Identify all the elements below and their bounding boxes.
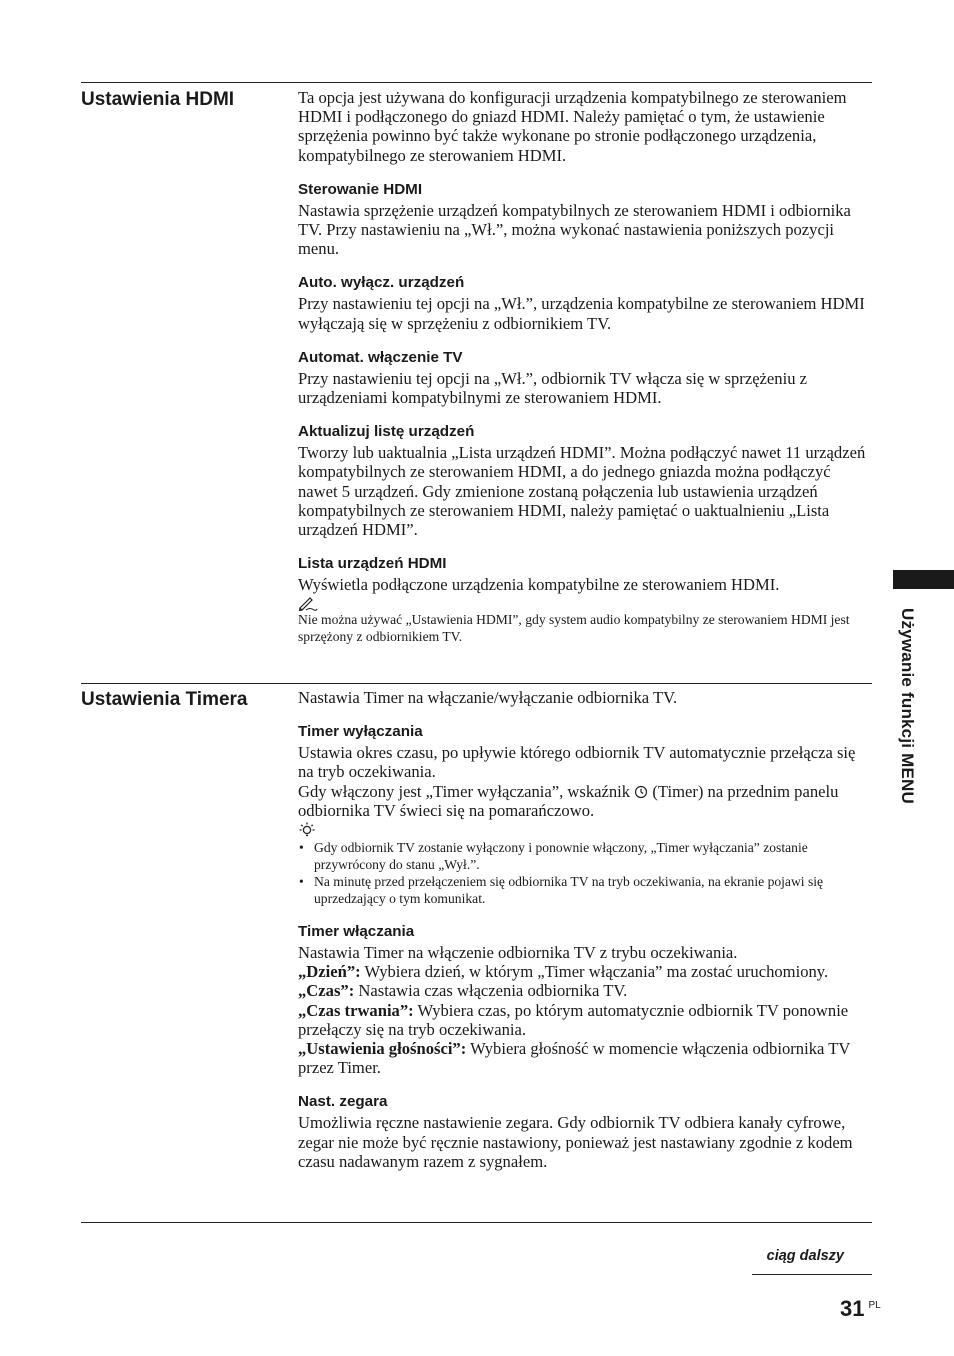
timer-intro: Nastawia Timer na włączanie/wyłączanie odbiornika TV. <box>298 688 678 707</box>
timer-indicator-text-b: (Timer) na przednim panelu odbiornika TV świeci się na pomarańczowo. <box>298 781 839 820</box>
section-divider <box>81 683 872 684</box>
hdmi-body <box>298 88 874 645</box>
section-title-timer: Ustawienia Timera <box>81 689 248 710</box>
tip-text: Na minutę przed przełączeniem się odbiornika TV na tryb oczekiwania, na ekranie pojawi się uprzedzający o tym komunikat. <box>314 874 824 907</box>
continued-rule <box>752 1274 872 1275</box>
page-lang: PL <box>868 1300 881 1311</box>
top-rule <box>81 82 872 83</box>
timer-indicator-text <box>298 782 874 820</box>
item-heading: Aktualizuj listę urządzeń <box>298 423 475 441</box>
item-heading: Nast. zegara <box>298 1093 388 1111</box>
pencil-note-icon <box>298 595 874 611</box>
list-item <box>298 873 874 907</box>
option-line <box>298 962 874 981</box>
page-number-value: 31 <box>840 1296 865 1321</box>
tips-list <box>298 839 874 907</box>
option-text: Wybiera głośność w momencie włączenia odbiornika TV przez Timer. <box>298 1039 851 1078</box>
timer-clock-icon <box>634 785 648 799</box>
item-text: Umożliwia ręczne nastawienie zegara. Gdy odbiornik TV odbiera kanały cyfrowe, zegar nie może być ręcznie nastawiony, ponieważ jest nastawiany zgodnie z kodem czasu nadawanym razem z sygnałem. <box>298 1113 853 1171</box>
side-tab-marker <box>893 570 954 589</box>
item-text: Tworzy lub uaktualnia „Lista urządzeń HDMI”. Można podłączyć nawet 11 urządzeń kompatybilnych ze sterowaniem HDMI, a do jednego gniazda można podłączyć nawet 5 urządzeń. Gdy zmienione zostaną połączenia lub ustawienia urządzeń kompatybilnych ze sterowaniem HDMI, należy pamiętać o uaktualnieniu „Lista urządzeń HDMI”. <box>298 443 866 540</box>
option-line <box>298 1001 874 1039</box>
option-line <box>298 1039 874 1077</box>
item-heading: Timer wyłączania <box>298 723 423 741</box>
item-text: Przy nastawieniu tej opcji na „Wł.”, odbiornik TV włącza się w sprzężeniu z urządzeniami kompatybilnymi ze sterowaniem HDMI. <box>298 368 808 408</box>
item-heading: Sterowanie HDMI <box>298 180 423 198</box>
item-text: Przy nastawieniu tej opcji na „Wł.”, urządzenia kompatybilne ze sterowaniem HDMI wyłączają się w sprzężeniu z odbiornikiem TV. <box>298 294 865 333</box>
item-text: Ustawia okres czasu, po upływie którego odbiornik TV automatycznie przełącza się na tryb oczekiwania. <box>298 743 856 782</box>
option-label: „Dzień”: <box>298 962 361 982</box>
hdmi-note: Nie można używać „Ustawienia HDMI”, gdy system audio kompatybilny ze sterowaniem HDMI jest sprzężony z odbiornikiem TV. <box>298 612 850 645</box>
option-label: „Czas”: <box>298 981 355 1001</box>
timer-indicator-text-a: Gdy włączony jest „Timer wyłączania”, wskaźnik <box>298 781 631 801</box>
continued-label: ciąg dalszy <box>766 1248 844 1264</box>
bottom-rule <box>81 1222 872 1223</box>
hdmi-intro: Ta opcja jest używana do konfiguracji urządzenia kompatybilnego ze sterowaniem HDMI i podłączonego do gniazd HDMI. Należy pamiętać o tym, że ustawienie sprzężenia powinno być także wykonane po stronie podłączonego urządzenia, kompatybilnego ze sterowaniem HDMI. <box>298 88 847 165</box>
list-item <box>298 839 874 873</box>
option-text: Nastawia czas włączenia odbiornika TV. <box>354 981 628 1001</box>
option-line <box>298 981 874 1000</box>
section-title-hdmi: Ustawienia HDMI <box>81 89 235 110</box>
page-number <box>840 1296 881 1322</box>
timer-body <box>298 688 874 1171</box>
item-text: Wyświetla podłączone urządzenia kompatybilne ze sterowaniem HDMI. <box>298 575 780 595</box>
option-label: „Ustawienia głośności”: <box>298 1039 467 1059</box>
option-label: „Czas trwania”: <box>298 1000 414 1020</box>
item-text: Nastawia sprzężenie urządzeń kompatybilnych ze sterowaniem HDMI i odbiornika TV. Przy nastawieniu na „Wł.”, można wykonać nastawienia poniższych pozycji menu. <box>298 200 851 259</box>
tip-lightbulb-icon <box>298 821 874 837</box>
item-text: Nastawia Timer na włączenie odbiornika TV z trybu oczekiwania. <box>298 943 738 963</box>
sidebar-chapter-label: Używanie funkcji MENU <box>898 608 917 804</box>
item-heading: Timer włączania <box>298 923 415 941</box>
tip-text: Gdy odbiornik TV zostanie wyłączony i ponownie włączony, „Timer wyłączania” zostanie przywrócony do stanu „Wył.”. <box>314 840 808 873</box>
item-heading: Auto. wyłącz. urządzeń <box>298 274 465 292</box>
option-text: Wybiera czas, po którym automatycznie odbiornik TV ponownie przełączy się na tryb oczekiwania. <box>298 1000 849 1039</box>
bullet-dot: • <box>299 874 304 890</box>
option-text: Wybiera dzień, w którym „Timer włączania” ma zostać uruchomiony. <box>360 962 829 982</box>
item-heading: Automat. włączenie TV <box>298 348 463 366</box>
item-heading: Lista urządzeń HDMI <box>298 555 447 573</box>
bullet-dot: • <box>299 840 304 856</box>
